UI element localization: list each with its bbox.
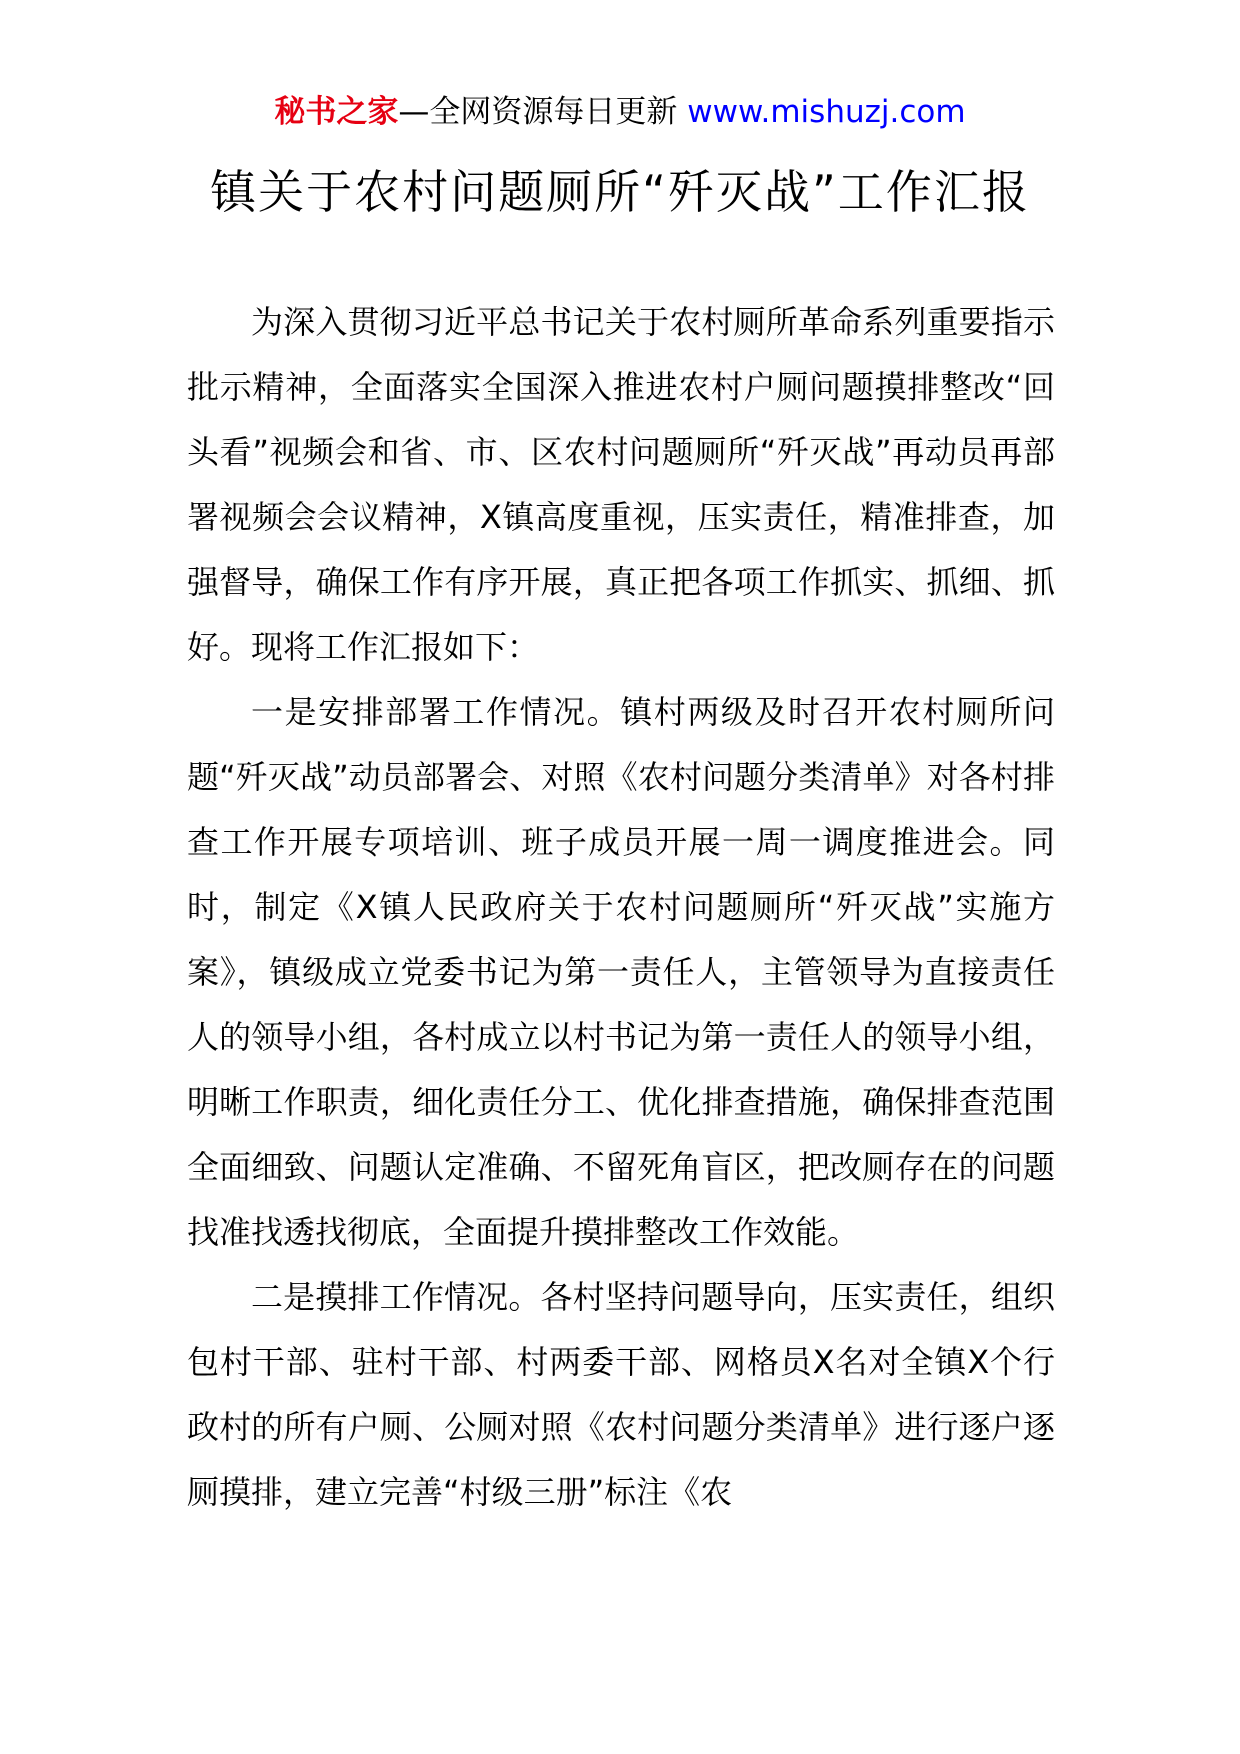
paragraph-investigation: 二是摸排工作情况。各村坚持问题导向，压实责任，组织包村干部、驻村干部、村两委干部、网格员X名对全镇X个行政村的所有户厕、公厕对照《农村问题分类清单》进行逐户逐厕摸排，建立完善“村级三册”标注《农	[187, 1278, 1055, 1511]
site-banner	[0, 92, 1240, 132]
site-url-link[interactable]: www.mishuzj.com	[687, 94, 966, 130]
brand-name: 秘书之家	[274, 94, 399, 130]
document-title: 镇关于农村问题厕所“歼灭战”工作汇报	[210, 165, 1030, 219]
document-body	[187, 290, 1055, 1525]
paragraph-intro: 为深入贯彻习近平总书记关于农村厕所革命系列重要指示批示精神，全面落实全国深入推进农村户厕问题摸排整改“回头看”视频会和省、市、区农村问题厕所“歼灭战”再动员再部署视频会会议精神，X镇高度重视，压实责任，精准排查，加强督导，确保工作有序开展，真正把各项工作抓实、抓细、抓好。现将工作汇报如下：	[187, 303, 1055, 666]
paragraph-deployment: 一是安排部署工作情况。镇村两级及时召开农村厕所问题“歼灭战”动员部署会、对照《农村问题分类清单》对各村排查工作开展专项培训、班子成员开展一周一调度推进会。同时，制定《X镇人民政府关于农村问题厕所“歼灭战”实施方案》，镇级成立党委书记为第一责任人，主管领导为直接责任人的领导小组，各村成立以村书记为第一责任人的领导小组，明晰工作职责，细化责任分工、优化排查措施，确保排查范围全面细致、问题认定准确、不留死角盲区，把改厕存在的问题找准找透找彻底，全面提升摸排整改工作效能。	[187, 693, 1055, 1251]
banner-slogan: —全网资源每日更新	[398, 94, 688, 130]
